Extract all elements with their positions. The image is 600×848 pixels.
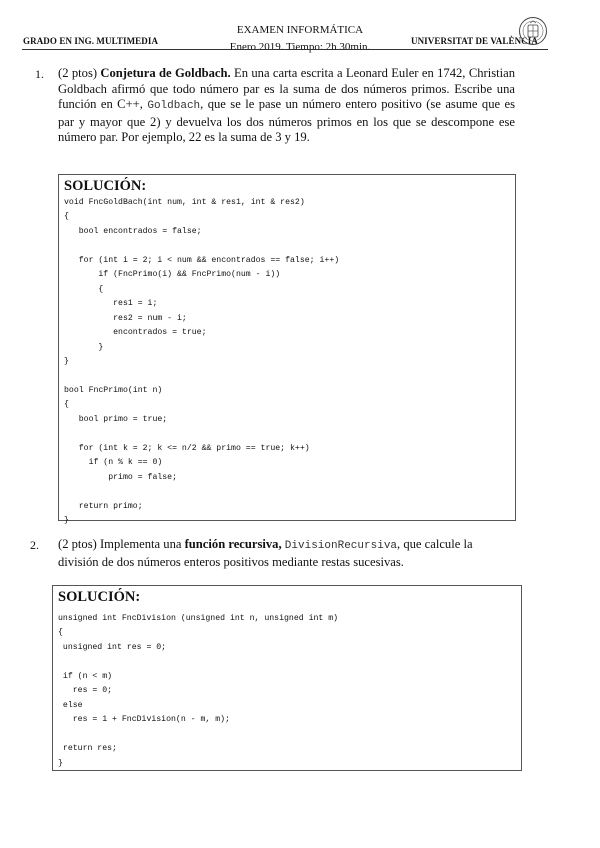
header-center bbox=[200, 22, 400, 56]
exam-subtitle: Enero 2019. Tiempo: 2h 30min. bbox=[229, 41, 371, 53]
q1-number: 1. bbox=[35, 67, 44, 81]
q2-solution-code: unsigned int FncDivision (unsigned int n, unsigned int m) { unsigned int res = 0; if (n < m) res = 0; else res = 1 + FncDivision(n - m, m); return res; } bbox=[58, 614, 339, 768]
q2-solution-box bbox=[52, 585, 522, 771]
q1-text-a: En una carta escrita a Leonard Euler en 1742, Christian Goldbach afirmó que todo número par es la suma de dos números primos. Escribe una función en C++, bbox=[58, 66, 515, 112]
q1-function-name: Goldbach bbox=[147, 100, 201, 113]
q2-solution-label: SOLUCIÓN: bbox=[58, 589, 141, 605]
university-seal-icon bbox=[518, 16, 548, 46]
q1-statement bbox=[58, 66, 515, 146]
q1-solution-label: SOLUCIÓN: bbox=[64, 178, 147, 194]
q2-function-name: DivisionRecursiva bbox=[284, 540, 398, 552]
q1-heading: Conjetura de Goldbach. bbox=[100, 66, 231, 80]
q2-heading: función recursiva, bbox=[184, 537, 282, 551]
q2-number: 2. bbox=[30, 538, 39, 552]
q2-statement bbox=[58, 537, 515, 570]
q2-points: (2 ptos) Implementa una bbox=[58, 537, 185, 551]
q1-solution-box bbox=[58, 174, 516, 525]
q1-points: (2 ptos) bbox=[58, 66, 101, 80]
header-rule bbox=[22, 49, 548, 50]
header-degree: GRADO EN ING. MULTIMEDIA bbox=[23, 36, 159, 46]
header-university: UNIVERSITAT DE VALÈNCIA bbox=[410, 36, 538, 46]
q1-solution-code: void FncGoldBach(int num, int & res1, int & res2) { bool encontrados = false; for (int i = 2; i < num && encontrados == false; i++) if (FncPrimo(i) && FncPrimo(num - i)) { res1 = i; res2 = num - i; encontrados = true; } } bool FncPrimo(int n) { bool primo = true; for (int k = 2; k <= n/2 && primo == true; k++) if (n % k == 0) primo = false; return primo; } bbox=[64, 198, 340, 525]
q1-text-b: , que se le pase un número entero positivo (se asume que es par y mayor que 2) y devuelva los dos números primos en los que se descompone ese número par. Por ejemplo, 22 es la suma de 3 y 19. bbox=[58, 97, 515, 145]
exam-title: EXAMEN INFORMÁTICA bbox=[236, 24, 364, 36]
q2-text-b: , que calcule la división de dos números enteros positivos mediante restas sucesivas. bbox=[58, 537, 473, 569]
